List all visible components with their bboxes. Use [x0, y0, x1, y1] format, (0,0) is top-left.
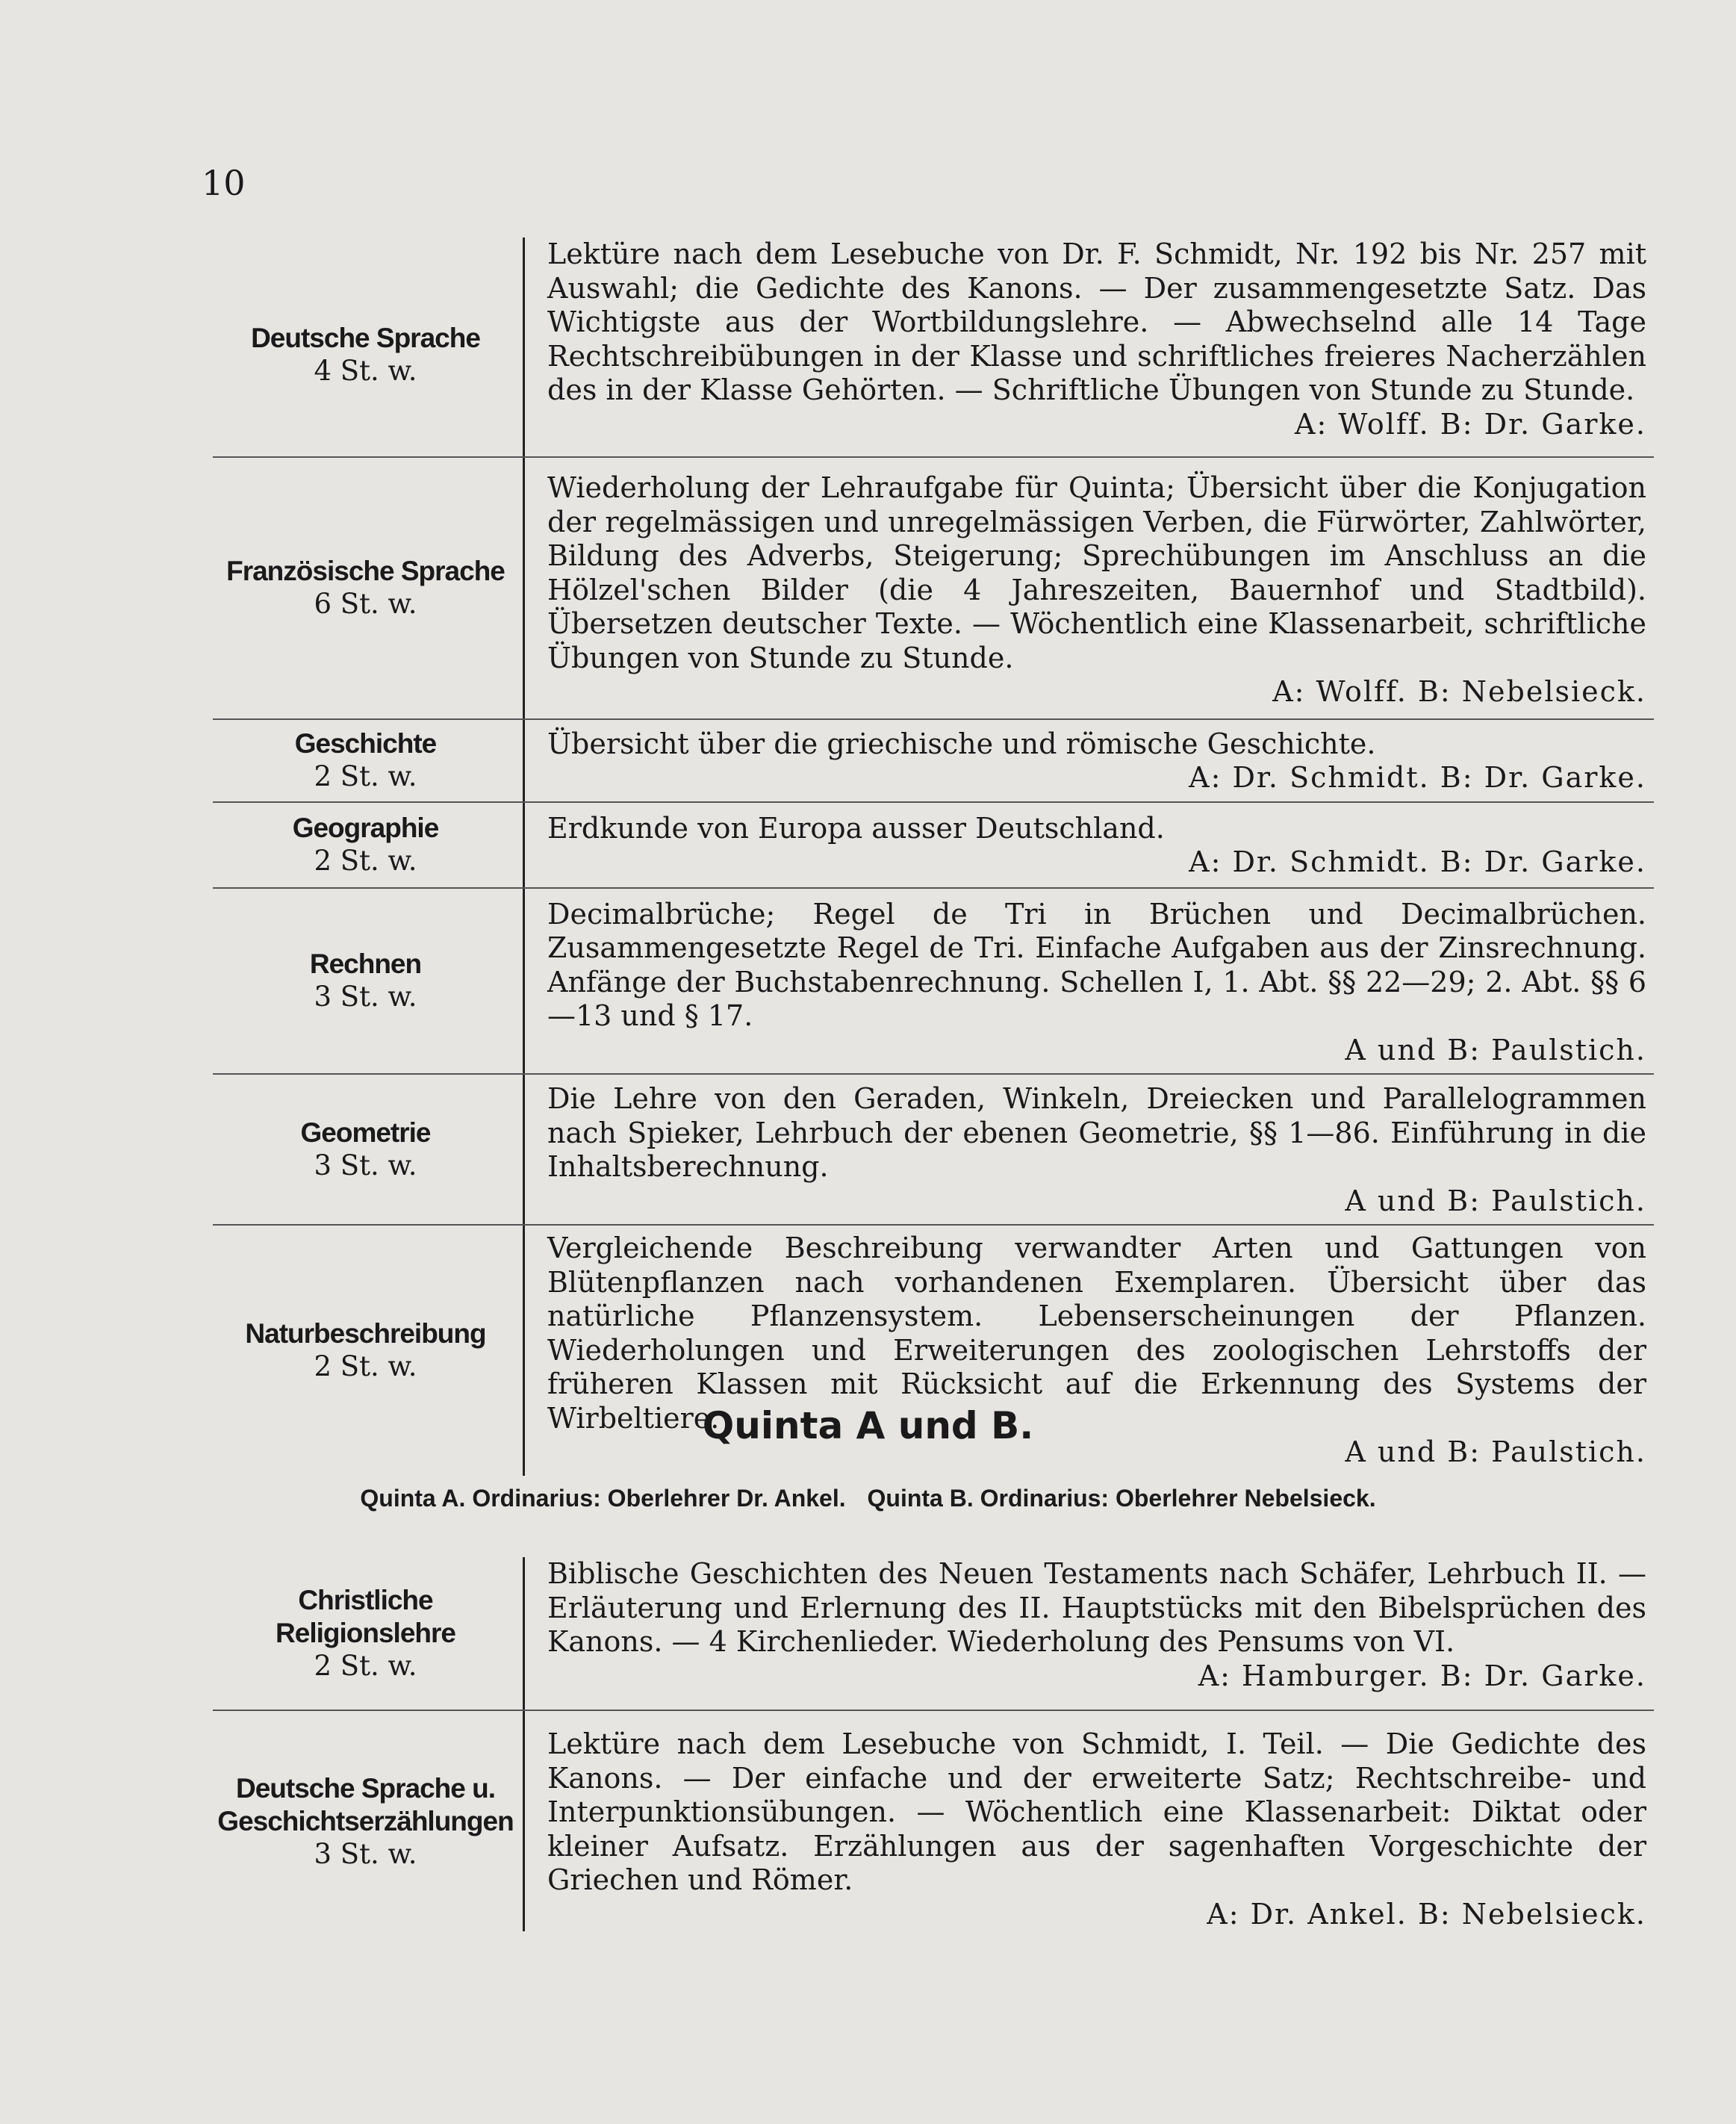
curriculum-table-quinta: [213, 1557, 1654, 1931]
table-row: [213, 1710, 1654, 1931]
subject-cell: [213, 720, 525, 801]
content-text: Biblische Geschichten des Neuen Testaments nach Schäfer, Lehrbuch II. — Erläuterung und Erlernung des II. Hauptstücks mit den Bibelsprüchen des Kanons. — 4 Kirchenlieder. Wiederholung des Pensums von VI.: [547, 1557, 1646, 1658]
page-number: 10: [202, 163, 246, 203]
content-text: Erdkunde von Europa ausser Deutschland.: [547, 811, 1165, 845]
subject-name: Geschichte: [294, 728, 437, 759]
content-text: Vergleichende Beschreibung verwandter Arten und Gattungen von Blütenpflanzen nach vorhandenen Exemplaren. Übersicht über das natürliche Pflanzensystem. Lebenserscheinungen der Pflanzen. Wiederholungen und Erweiterungen des zoologischen Lehrstoffs der früheren Klassen mit Rücksicht auf die Erkennung des Systems der Wirbeltiere.: [547, 1232, 1646, 1435]
content-cell: [525, 803, 1654, 887]
table-row: [213, 1557, 1654, 1710]
subject-name: Christliche Religionslehre: [276, 1585, 455, 1648]
subject-name: Rechnen: [309, 948, 422, 980]
content-cell: [525, 458, 1654, 718]
subject-hours: 3 St. w.: [314, 1837, 417, 1870]
table-row: [213, 1073, 1654, 1224]
subject-hours: 2 St. w.: [314, 1350, 417, 1383]
teachers: A: Dr. Schmidt. B: Dr. Garke.: [1189, 845, 1646, 878]
subject-cell: [213, 237, 525, 456]
teachers: A: Wolff. B: Dr. Garke.: [1295, 407, 1646, 441]
teachers: A und B: Paulstich.: [1345, 1033, 1646, 1066]
teachers: A: Dr. Ankel. B: Nebelsieck.: [1207, 1897, 1646, 1931]
table-row: [213, 718, 1654, 801]
subject-hours: 2 St. w.: [314, 1650, 417, 1682]
teachers: A: Dr. Schmidt. B: Dr. Garke.: [1189, 761, 1646, 794]
content-cell: [525, 1075, 1654, 1224]
content-text: Übersicht über die griechische und römische Geschichte.: [547, 727, 1376, 760]
subject-name: Geometrie: [300, 1117, 431, 1148]
ordinarius-line: [0, 1485, 1736, 1512]
subject-hours: 3 St. w.: [314, 1149, 417, 1181]
subject-name: Naturbeschreibung: [245, 1318, 486, 1350]
subject-cell: [213, 1557, 525, 1710]
subject-hours: 4 St. w.: [314, 354, 417, 387]
content-text: Wiederholung der Lehraufgabe für Quinta; Übersicht über die Konjugation der regelmässigen und unregelmässigen Verben, die Fürwörter, Zahlwörter, Bildung des Adverbs, Steigerung; Sprechübungen im Anschluss an die Hölzel'schen Bilder (die 4 Jahreszeiten, Bauernhof und Stadtbild). Übersetzen deutscher Texte. — Wöchentlich eine Klassenarbeit, schriftliche Übungen von Stunde zu Stunde.: [547, 471, 1646, 674]
ordinarius-a: Quinta A. Ordinarius: Oberlehrer Dr. Ankel.: [360, 1485, 846, 1512]
subject-hours: 2 St. w.: [314, 760, 417, 792]
subject-name: Deutsche Sprache u. Geschichtserzählungen: [217, 1772, 514, 1836]
teachers: A: Hamburger. B: Dr. Garke.: [1198, 1659, 1646, 1692]
subject-cell: [213, 1711, 525, 1931]
subject-cell: [213, 889, 525, 1074]
curriculum-table-sexta: [213, 237, 1654, 1476]
subject-cell: [213, 458, 525, 718]
section-title: Quinta A und B.: [702, 1404, 1034, 1447]
content-text: Lektüre nach dem Lesebuche von Dr. F. Schmidt, Nr. 192 bis Nr. 257 mit Auswahl; die Gedichte des Kanons. — Der zusammengesetzte Satz. Das Wichtigste aus der Wortbildungslehre. — Abwechselnd alle 14 Tage Rechtschreibübungen in der Klasse und schriftliches freieres Nacherzählen des in der Klasse Gehörten. — Schriftliche Übungen von Stunde zu Stunde.: [547, 237, 1646, 406]
subject-cell: [213, 803, 525, 887]
table-row: [213, 801, 1654, 887]
content-cell: [525, 889, 1654, 1074]
content-cell: [525, 1711, 1654, 1931]
teachers: A und B: Paulstich.: [1345, 1435, 1646, 1468]
ordinarius-b: Quinta B. Ordinarius: Oberlehrer Nebelsieck.: [867, 1485, 1376, 1512]
subject-cell: [213, 1075, 525, 1224]
teachers: A: Wolff. B: Nebelsieck.: [1272, 675, 1646, 708]
content-cell: [525, 237, 1654, 456]
table-row: [213, 456, 1654, 718]
teachers: A und B: Paulstich.: [1345, 1184, 1646, 1217]
subject-name: Französische Sprache: [226, 556, 505, 587]
subject-name: Geographie: [292, 813, 439, 843]
subject-name: Deutsche Sprache: [251, 322, 480, 353]
subject-hours: 6 St. w.: [314, 588, 417, 621]
subject-hours: 2 St. w.: [314, 845, 417, 877]
content-text: Die Lehre von den Geraden, Winkeln, Dreiecken und Parallelogrammen nach Spieker, Lehrbuch der ebenen Geometrie, §§ 1—86. Einführung in die Inhaltsberechnung.: [547, 1082, 1646, 1183]
table-row: [213, 887, 1654, 1074]
subject-hours: 3 St. w.: [314, 981, 417, 1013]
content-text: Decimalbrüche; Regel de Tri in Brüchen und Decimalbrüchen. Zusammengesetzte Regel de Tri. Einfache Aufgaben aus der Zinsrechnung. Anfänge der Buchstabenrechnung. Schellen I, 1. Abt. §§ 22—29; 2. Abt. §§ 6—13 und § 17.: [547, 897, 1646, 1032]
content-cell: [525, 1557, 1654, 1710]
content-cell: [525, 720, 1654, 801]
table-row: [213, 237, 1654, 456]
content-text: Lektüre nach dem Lesebuche von Schmidt, I. Teil. — Die Gedichte des Kanons. — Der einfache und der erweiterte Satz; Rechtschreibe- und Interpunktionsübungen. — Wöchentlich eine Klassenarbeit: Diktat oder kleiner Aufsatz. Erzählungen aus der sagenhaften Vorgeschichte der Griechen und Römer.: [547, 1727, 1646, 1896]
